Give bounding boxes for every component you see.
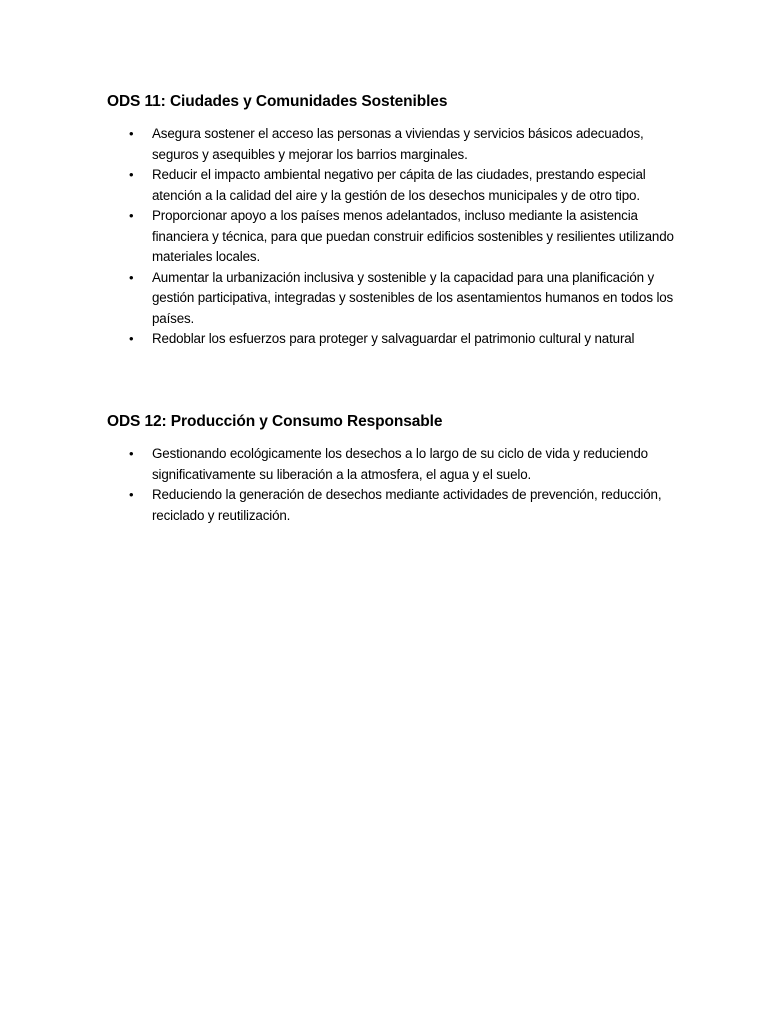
bullet-list <box>107 124 677 350</box>
bullet-list <box>107 444 677 526</box>
list-item-text: Gestionando ecológicamente los desechos a lo largo de su ciclo de vida y reduciendo significativamente su liberación a la atmosfera, el agua y el suelo. <box>152 446 648 482</box>
list-item-text: Reducir el impacto ambiental negativo per cápita de las ciudades, prestando especial atención a la calidad del aire y la gestión de los desechos municipales y de otro tipo. <box>152 167 646 203</box>
section-heading: ODS 11: Ciudades y Comunidades Sostenibles <box>107 93 448 110</box>
list-item <box>107 206 677 268</box>
bullet-icon: • <box>129 208 134 223</box>
section-ods-12 <box>107 412 677 526</box>
bullet-icon: • <box>129 126 134 141</box>
list-item-text: Asegura sostener el acceso las personas a viviendas y servicios básicos adecuados, seguros y asequibles y mejorar los barrios marginales. <box>152 126 644 162</box>
list-item <box>107 444 677 485</box>
bullet-icon: • <box>129 487 134 502</box>
bullet-icon: • <box>129 446 134 461</box>
list-item <box>107 329 677 350</box>
list-item-text: Redoblar los esfuerzos para proteger y salvaguardar el patrimonio cultural y natural <box>152 331 635 346</box>
list-item <box>107 165 677 206</box>
bullet-icon: • <box>129 269 134 285</box>
bullet-icon: • <box>129 331 134 346</box>
list-item-text: Aumentar la urbanización inclusiva y sostenible y la capacidad para una planificación y gestión participativa, integradas y sostenibles de los asentamientos humanos en todos los países. <box>152 269 674 326</box>
bullet-icon: • <box>129 167 134 182</box>
list-item-text: Reduciendo la generación de desechos mediante actividades de prevención, reducción, reciclado y reutilización. <box>152 487 662 523</box>
list-item <box>107 485 677 526</box>
list-item <box>107 124 677 165</box>
section-ods-11 <box>107 92 677 350</box>
section-heading: ODS 12: Producción y Consumo Responsable <box>107 413 443 430</box>
list-item <box>107 268 677 330</box>
list-item-text: Proporcionar apoyo a los países menos adelantados, incluso mediante la asistencia financiera y técnica, para que puedan construir edificios sostenibles y resilientes utilizando materiales locales. <box>152 208 674 264</box>
